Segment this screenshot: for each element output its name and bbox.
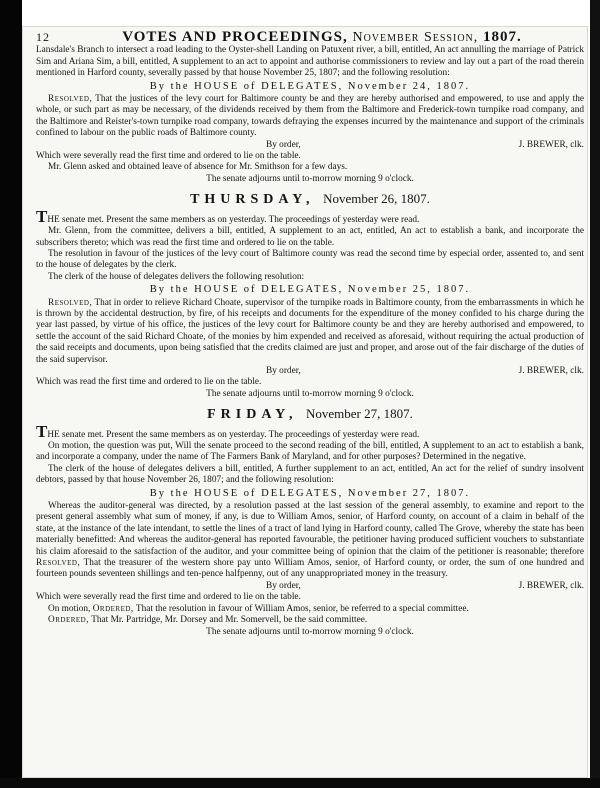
resolved-word: Resolved,: [48, 297, 93, 308]
title-session: November Session,: [352, 30, 479, 45]
scan-edge-left: [0, 0, 22, 788]
clerk-signature: J. BREWER, clk.: [518, 580, 584, 591]
signature-line: [36, 140, 584, 151]
scan-edge-bottom: [0, 778, 600, 788]
paragraph: The clerk of the house of delegates delivers a bill, entitled, A further supplement to an act, entitled, An act for the relief of sundry insolvent debtors, passed by that house November 26, 1807; and the following resolution:: [36, 463, 584, 486]
drop-cap: T: [36, 206, 48, 226]
page-content: [36, 29, 584, 638]
resolution-text: That the treasurer of the western shore pay unto William Amos, senior, of Harford county, or order, the sum of one hundred and fourteen pounds seventeen shillings and ten-pence halfpenny, out of any unappropriated money in the treasury.: [36, 558, 584, 580]
by-order: By order,: [266, 580, 301, 591]
page-number: 12: [36, 30, 50, 44]
order-paragraph: On motion, Ordered, That the resolution in favour of William Amos, senior, be referred to a special committee.: [48, 603, 469, 614]
title-main: VOTES AND PROCEEDINGS,: [122, 29, 348, 45]
whereas-text: Whereas the auditor-general was directed, by a resolution passed at the last session of the general assembly, to examine and report to the present general assembly what sum of money, if any, is due to William Amos, senior, of Harford county, on account of a claim in behalf of the state, at the instance of the late intendant, to settle the lines of a tract of land lying in Harford county, called The Grove, whereby the state has been materially benefitted: And whereas the auditor-general has reported favourable, the petitioner having produced sufficient vouchers to substantiate his claim aforesaid to the satisfaction of the auditor, and your committee being of opinion that the claim of the petitioner is reasonable; therefore: [36, 501, 584, 557]
house-heading: By the HOUSE of DELEGATES, November 25, 1807.: [149, 284, 471, 296]
resolution: [36, 94, 584, 140]
paragraph: On motion, the question was put, Will the senate proceed to the second reading of the bill, entitled, A supplement to an act to establish a bank, and incorporate a company, under the name of The Farmers Bank of Maryland, and for other purposes? Determined in the negative.: [36, 441, 584, 463]
signature-line: [36, 366, 584, 377]
day-name: FRIDAY,: [207, 407, 298, 423]
ordered-word: Ordered,: [48, 615, 90, 626]
clerk-signature: J. BREWER, clk.: [518, 139, 584, 150]
paragraph: THE senate met. Present the same members as on yesterday. The proceedings of yesterday were read.: [36, 421, 420, 441]
by-order: By order,: [266, 139, 301, 150]
day-date: November 26, 1807.: [323, 191, 430, 207]
scan-edge-right: [590, 0, 600, 788]
paragraph: Which were severally read the first time and ordered to lie on the table.: [36, 151, 301, 162]
page-title: [60, 29, 584, 45]
resolution-text: That the justices of the levy court for Baltimore county be and they are hereby authorised and empowered, to use and apply the whole, or such part as may be necessary, of the dividends received by them from the Baltimore and Frederick-town turnpike road company, and the Baltimore and Reister's-town turnpike road company, towards defraying the expenses incurred by the maintenance and support of the criminals confined to labour on the public roads of Baltimore county.: [36, 94, 584, 139]
house-heading: By the HOUSE of DELEGATES, November 24, 1807.: [149, 80, 471, 92]
running-header: [36, 29, 584, 45]
drop-cap: T: [36, 421, 48, 441]
resolution: [36, 298, 584, 366]
resolution: [36, 501, 584, 581]
paragraph: Lansdale's Branch to intersect a road leading to the Oyster-shell Landing on Patuxent river, a bill, entitled, An act annulling the marriage of Patrick Sim and Ariana Sim, a bill, entitled, A supplement to an act to appoint and authorise commissioners to review and lay out a part of the road therein mentioned in Harford county, severally passed by that house November 25, 1807; and the following resolution:: [36, 45, 584, 79]
order-paragraph: Ordered, That Mr. Partridge, Mr. Dorsey and Mr. Somervell, be the said committee.: [48, 615, 368, 626]
adjourn-line: The senate adjourns until to-morrow morning 9 o'clock.: [206, 173, 414, 184]
clerk-signature: J. BREWER, clk.: [518, 365, 584, 376]
paragraph: Which was read the first time and ordered to lie on the table.: [36, 377, 262, 388]
signature-line: [36, 581, 584, 592]
day-heading-friday: [36, 406, 584, 423]
resolved-word: Resolved,: [48, 94, 93, 105]
resolution-text: That in order to relieve Richard Choate, supervisor of the turnpike roads in Baltimore county, from the embarrassments in which he is thrown by the accidental destruction, by fire, of his receipts and documents for the expenditure of the money confided to his charge during the year last passed, by virtue of his office, the justices of the levy court for Baltimore county be and they are hereby authorised and empowered, to settle the account of the said Richard Choate, of the monies by him expended and received as aforesaid, without requiring the actual production of the said receipts and documents, upon being satisfied that the credits claimed are just and proper, and arose out of the fair discharge of the duties of the said supervisor.: [36, 297, 584, 365]
house-heading: By the HOUSE of DELEGATES, November 27, 1807.: [149, 487, 471, 499]
resolved-word: Resolved,: [36, 558, 81, 569]
day-name: THURSDAY,: [190, 192, 315, 208]
ordered-word: Ordered,: [92, 603, 134, 614]
title-year: 1807.: [483, 29, 522, 45]
paragraph: Which were severally read the first time and ordered to lie on the table.: [36, 592, 301, 603]
paragraph: The clerk of the house of delegates delivers the following resolution:: [48, 271, 305, 282]
adjourn-line: The senate adjourns until to-morrow morning 9 o'clock.: [206, 388, 414, 399]
paragraph: Mr. Glenn, from the committee, delivers a bill, entitled, A supplement to an act, entitled, An act to establish a bank, and incorporate the subscribers thereto; which was read the first time and ordered to lie on the table.: [36, 226, 584, 248]
day-heading-thursday: [36, 191, 584, 208]
day-date: November 27, 1807.: [306, 406, 413, 422]
adjourn-line: The senate adjourns until to-morrow morning 9 o'clock.: [206, 626, 414, 637]
by-order: By order,: [266, 365, 301, 376]
paragraph: The resolution in favour of the justices of the levy court of Baltimore county was read the second time by especial order, assented to, and sent to the house of delegates by the clerk.: [36, 248, 584, 271]
paragraph: THE senate met. Present the same members as on yesterday. The proceedings of yesterday were read.: [36, 206, 420, 226]
paragraph: Mr. Glenn asked and obtained leave of absence for Mr. Smithson for a few days.: [48, 162, 348, 173]
